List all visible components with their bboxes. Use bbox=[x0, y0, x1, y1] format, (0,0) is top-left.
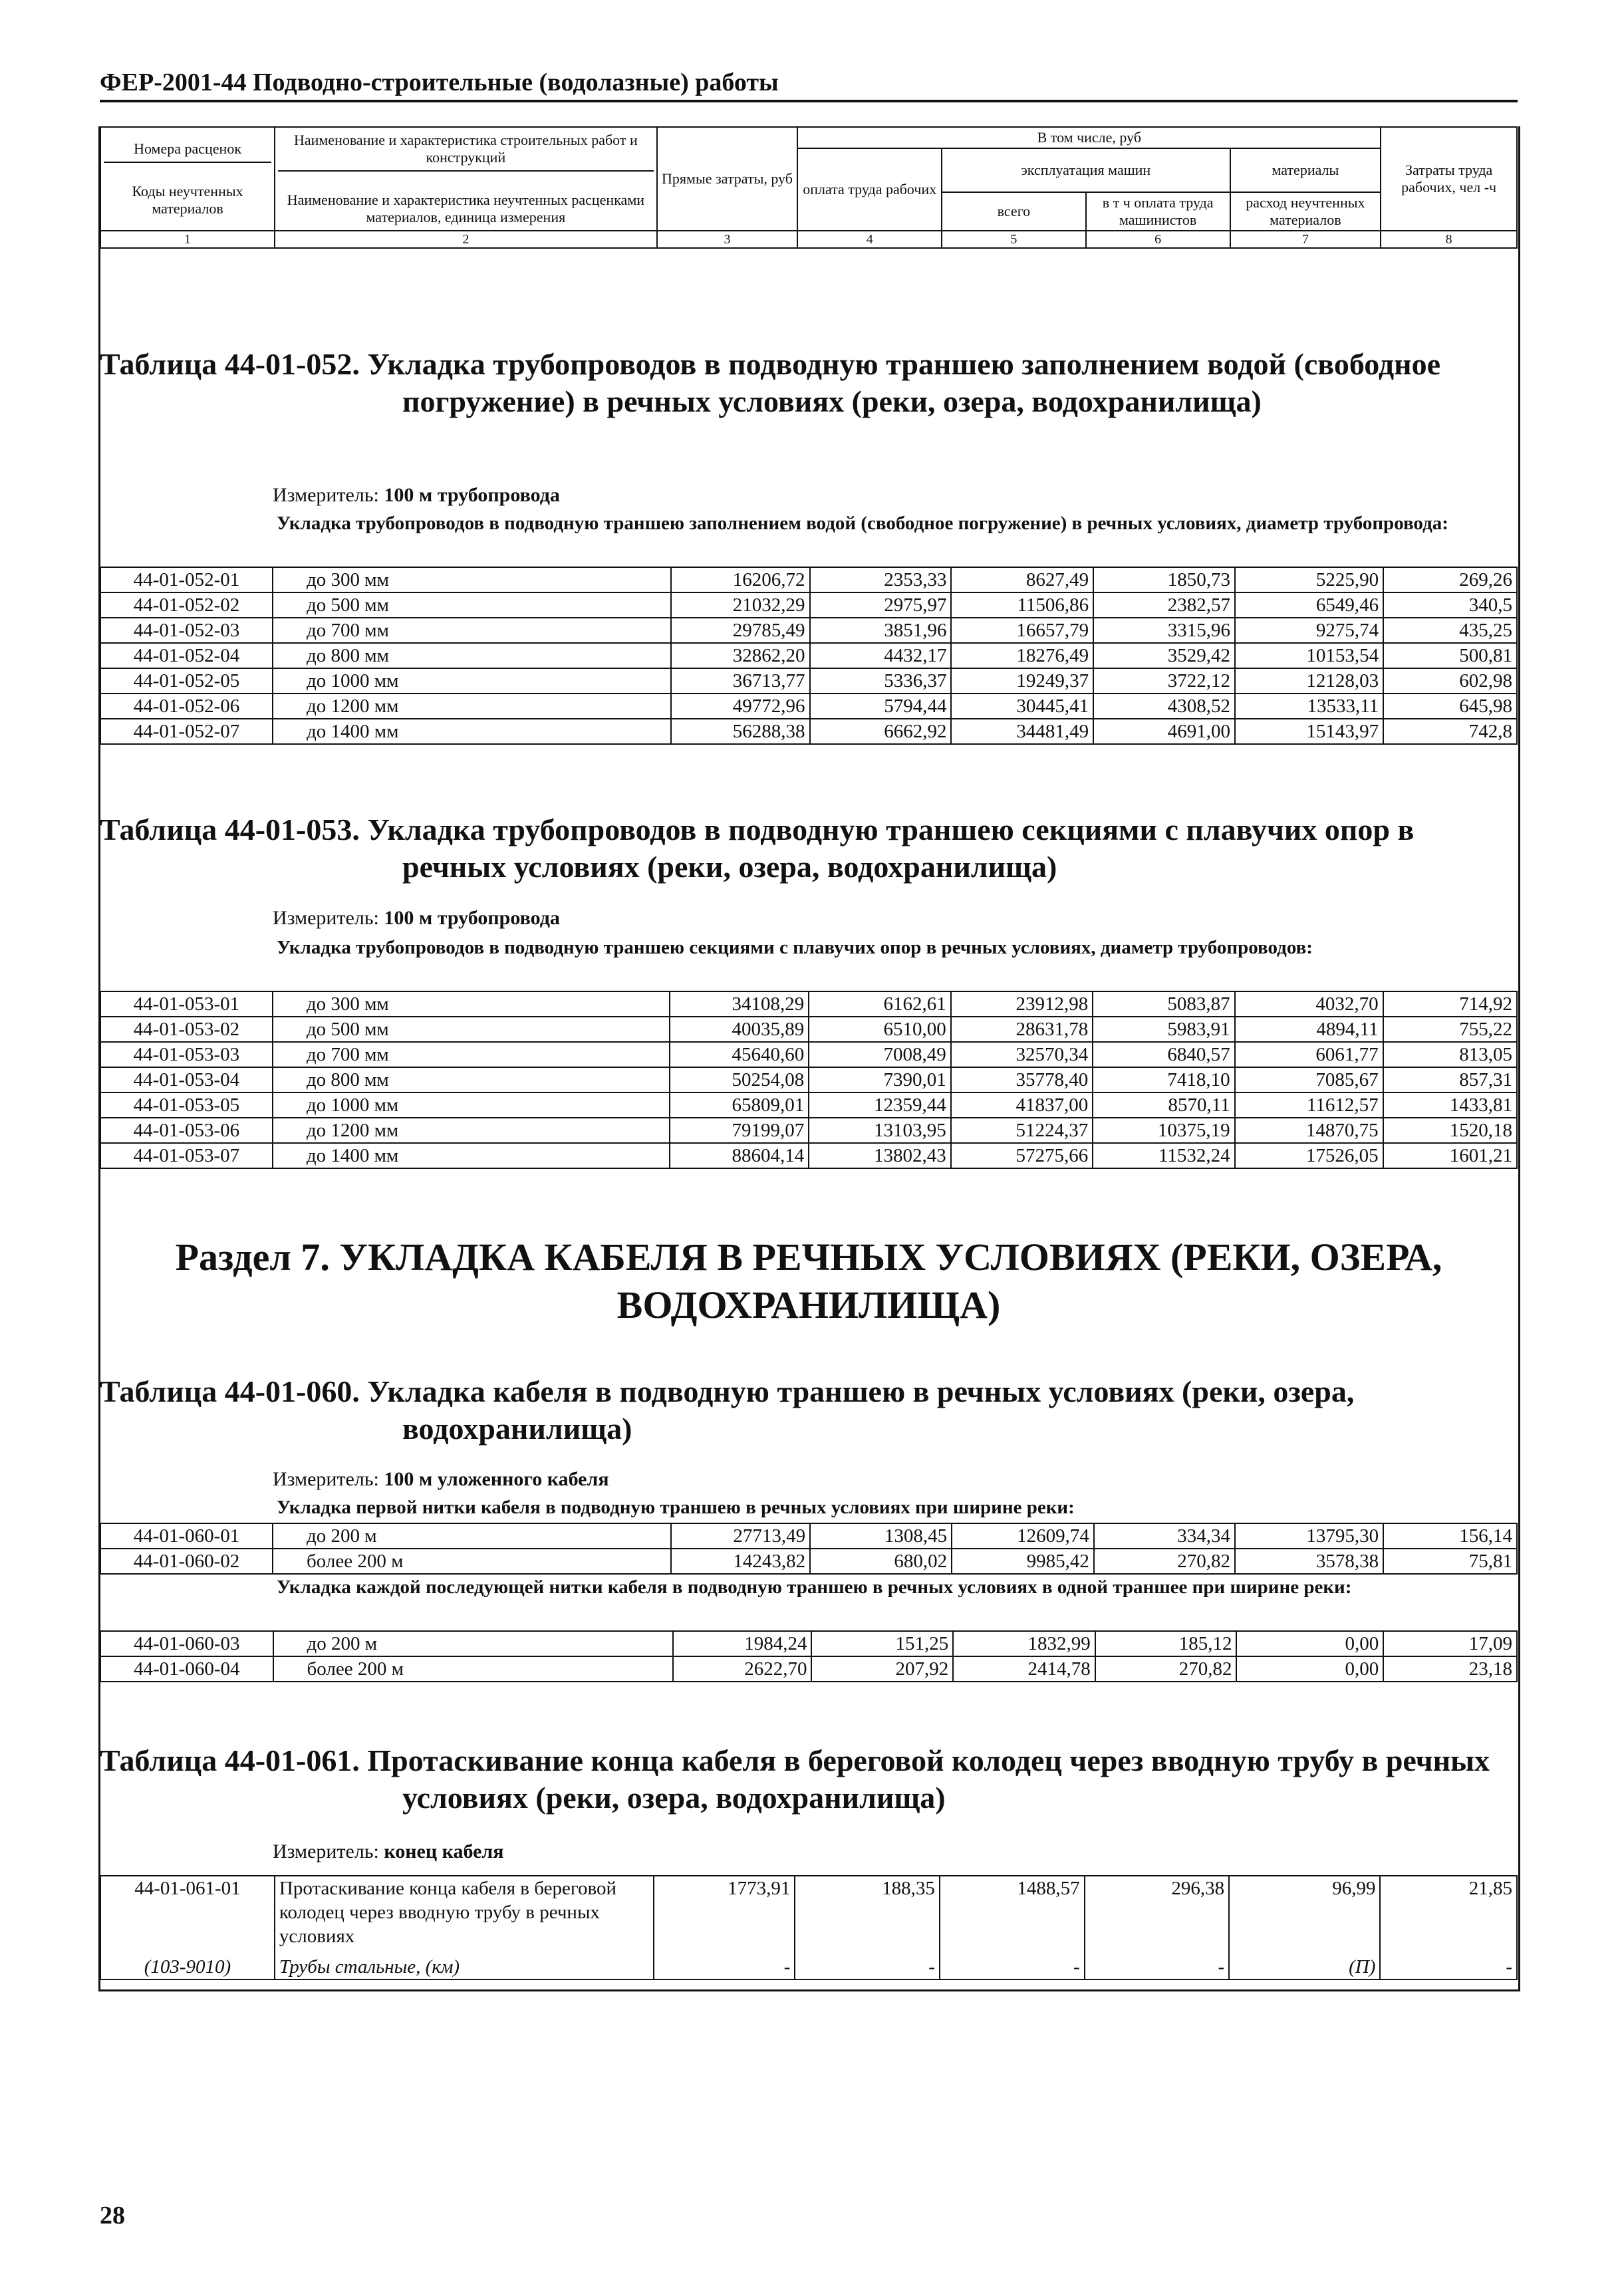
cell-machines-total: 16657,79 bbox=[951, 618, 1093, 643]
table-060-part-2 bbox=[100, 1630, 1518, 1682]
cell-machines-total: 23912,98 bbox=[951, 991, 1093, 1017]
table-053-subhead: Укладка трубопроводов в подводную траншею секциями с плавучих опор в речных условиях, диаметр трубопроводов: bbox=[277, 937, 1313, 958]
cell-row-name: до 200 м bbox=[273, 1631, 673, 1656]
material-value: - bbox=[795, 1955, 940, 1979]
cell-direct-costs: 21032,29 bbox=[671, 592, 810, 618]
cell-direct-costs: 34108,29 bbox=[670, 991, 809, 1017]
cell-row-name: до 1000 мм bbox=[273, 668, 671, 694]
cell-labor-hours: 645,98 bbox=[1383, 694, 1517, 719]
table-row bbox=[100, 1631, 1517, 1656]
col-machinists-wages: в т ч оплата труда машинистов bbox=[1086, 192, 1230, 231]
cell-wages: 4432,17 bbox=[810, 643, 952, 668]
cell-row-code: 44-01-053-04 bbox=[100, 1067, 273, 1092]
col-group-header: В том числе, руб bbox=[797, 127, 1381, 148]
row-value: 21,85 bbox=[1380, 1876, 1517, 1955]
cell-row-code: 44-01-052-01 bbox=[100, 567, 273, 592]
cell-labor-hours: 435,25 bbox=[1383, 618, 1517, 643]
row-value: 296,38 bbox=[1085, 1876, 1230, 1955]
cell-row-name: более 200 м bbox=[273, 1549, 671, 1574]
cell-row-code: 44-01-053-05 bbox=[100, 1092, 273, 1118]
cell-materials: 13795,30 bbox=[1235, 1523, 1383, 1549]
cell-row-code: 44-01-053-07 bbox=[100, 1143, 273, 1168]
cell-labor-hours: 156,14 bbox=[1383, 1523, 1517, 1549]
row-value: 188,35 bbox=[795, 1876, 940, 1955]
col-labor-hours: Затраты труда рабочих, чел -ч bbox=[1381, 127, 1517, 231]
cell-row-code: 44-01-053-02 bbox=[100, 1017, 273, 1042]
table-052-measure: Измеритель: 100 м трубопровода bbox=[273, 484, 560, 506]
cell-direct-costs: 36713,77 bbox=[671, 668, 810, 694]
cell-labor-hours: 75,81 bbox=[1383, 1549, 1517, 1574]
cell-machinists-wages: 3722,12 bbox=[1093, 668, 1235, 694]
cell-machines-total: 32570,34 bbox=[951, 1042, 1093, 1067]
cell-machines-total: 57275,66 bbox=[951, 1143, 1093, 1168]
cell-machinists-wages: 334,34 bbox=[1094, 1523, 1235, 1549]
cell-machines-total: 30445,41 bbox=[951, 694, 1093, 719]
table-060-part-1 bbox=[100, 1523, 1518, 1575]
material-value: - bbox=[1380, 1955, 1517, 1979]
cell-wages: 207,92 bbox=[811, 1656, 953, 1682]
cell-labor-hours: 714,92 bbox=[1383, 991, 1517, 1017]
cell-materials: 7085,67 bbox=[1235, 1067, 1383, 1092]
cell-machinists-wages: 5083,87 bbox=[1093, 991, 1234, 1017]
cell-labor-hours: 813,05 bbox=[1383, 1042, 1517, 1067]
row-name: Протаскивание конца кабеля в береговой колодец через вводную трубу в речных условиях bbox=[275, 1876, 654, 1955]
table-052-subhead: Укладка трубопроводов в подводную траншею заполнением водой (свободное погружение) в речных условиях, диаметр трубопровода: bbox=[277, 513, 1448, 534]
cell-direct-costs: 49772,96 bbox=[671, 694, 810, 719]
cell-machines-total: 34481,49 bbox=[951, 719, 1093, 744]
material-value: - bbox=[654, 1955, 795, 1979]
table-row bbox=[100, 991, 1517, 1017]
table-061 bbox=[100, 1875, 1518, 1980]
table-row bbox=[100, 719, 1517, 744]
table-row bbox=[100, 1118, 1517, 1143]
cell-materials: 17526,05 bbox=[1235, 1143, 1383, 1168]
cell-row-code: 44-01-052-02 bbox=[100, 592, 273, 618]
cell-machinists-wages: 1850,73 bbox=[1093, 567, 1235, 592]
cell-direct-costs: 88604,14 bbox=[670, 1143, 809, 1168]
row-value: 1488,57 bbox=[940, 1876, 1085, 1955]
col-materials-consumption: расход неучтенных материалов bbox=[1230, 192, 1381, 231]
cell-materials: 3578,38 bbox=[1235, 1549, 1383, 1574]
cell-row-code: 44-01-053-01 bbox=[100, 991, 273, 1017]
table-row bbox=[100, 643, 1517, 668]
cell-row-name: до 200 м bbox=[273, 1523, 671, 1549]
cell-materials: 14870,75 bbox=[1235, 1118, 1383, 1143]
col-machines-total: всего bbox=[942, 192, 1086, 231]
row-value: 96,99 bbox=[1229, 1876, 1380, 1955]
cell-wages: 3851,96 bbox=[810, 618, 952, 643]
cell-machinists-wages: 3315,96 bbox=[1093, 618, 1235, 643]
cell-wages: 1308,45 bbox=[810, 1523, 952, 1549]
cell-direct-costs: 32862,20 bbox=[671, 643, 810, 668]
cell-row-code: 44-01-060-03 bbox=[100, 1631, 273, 1656]
cell-machinists-wages: 4691,00 bbox=[1093, 719, 1235, 744]
cell-wages: 6510,00 bbox=[809, 1017, 950, 1042]
cell-row-name: до 800 мм bbox=[273, 643, 671, 668]
cell-row-code: 44-01-052-04 bbox=[100, 643, 273, 668]
cell-machinists-wages: 11532,24 bbox=[1093, 1143, 1234, 1168]
table-row bbox=[100, 1523, 1517, 1549]
cell-row-name: до 1400 мм bbox=[273, 719, 671, 744]
cell-row-name: до 1000 мм bbox=[273, 1092, 670, 1118]
material-value: - bbox=[1085, 1955, 1230, 1979]
cell-wages: 13103,95 bbox=[809, 1118, 950, 1143]
cell-machines-total: 9985,42 bbox=[952, 1549, 1094, 1574]
cell-direct-costs: 45640,60 bbox=[670, 1042, 809, 1067]
cell-machinists-wages: 270,82 bbox=[1095, 1656, 1237, 1682]
table-row bbox=[100, 1042, 1517, 1067]
cell-machines-total: 51224,37 bbox=[951, 1118, 1093, 1143]
row-code: 44-01-061-01 bbox=[100, 1876, 275, 1955]
cell-wages: 7390,01 bbox=[809, 1067, 950, 1092]
cell-materials: 0,00 bbox=[1236, 1631, 1383, 1656]
cell-wages: 2353,33 bbox=[810, 567, 952, 592]
cell-machinists-wages: 8570,11 bbox=[1093, 1092, 1234, 1118]
cell-materials: 5225,90 bbox=[1235, 567, 1383, 592]
cell-direct-costs: 14243,82 bbox=[671, 1549, 810, 1574]
cell-machines-total: 2414,78 bbox=[953, 1656, 1095, 1682]
cell-labor-hours: 500,81 bbox=[1383, 643, 1517, 668]
cell-row-code: 44-01-052-07 bbox=[100, 719, 273, 744]
col-machines-header: эксплуатация машин bbox=[942, 148, 1230, 192]
cell-materials: 13533,11 bbox=[1235, 694, 1383, 719]
cell-materials: 4032,70 bbox=[1235, 991, 1383, 1017]
cell-wages: 7008,49 bbox=[809, 1042, 950, 1067]
cell-direct-costs: 29785,49 bbox=[671, 618, 810, 643]
cell-labor-hours: 857,31 bbox=[1383, 1067, 1517, 1092]
cell-row-code: 44-01-052-03 bbox=[100, 618, 273, 643]
table-052 bbox=[100, 567, 1518, 745]
cell-wages: 151,25 bbox=[811, 1631, 953, 1656]
cell-labor-hours: 1433,81 bbox=[1383, 1092, 1517, 1118]
cell-row-name: до 300 мм bbox=[273, 567, 671, 592]
col-direct-costs: Прямые затраты, руб bbox=[657, 127, 798, 231]
cell-direct-costs: 56288,38 bbox=[671, 719, 810, 744]
page-number: 28 bbox=[100, 2202, 125, 2230]
cell-row-code: 44-01-060-04 bbox=[100, 1656, 273, 1682]
cell-machinists-wages: 5983,91 bbox=[1093, 1017, 1234, 1042]
table-row bbox=[100, 1143, 1517, 1168]
cell-machinists-wages: 3529,42 bbox=[1093, 643, 1235, 668]
cell-labor-hours: 1601,21 bbox=[1383, 1143, 1517, 1168]
cell-labor-hours: 755,22 bbox=[1383, 1017, 1517, 1042]
cell-direct-costs: 40035,89 bbox=[670, 1017, 809, 1042]
cell-machinists-wages: 4308,52 bbox=[1093, 694, 1235, 719]
cell-direct-costs: 1984,24 bbox=[673, 1631, 812, 1656]
cell-row-code: 44-01-053-03 bbox=[100, 1042, 273, 1067]
cell-direct-costs: 65809,01 bbox=[670, 1092, 809, 1118]
cell-machinists-wages: 185,12 bbox=[1095, 1631, 1237, 1656]
cell-materials: 9275,74 bbox=[1235, 618, 1383, 643]
cell-wages: 680,02 bbox=[810, 1549, 952, 1574]
cell-wages: 5336,37 bbox=[810, 668, 952, 694]
cell-row-name: до 700 мм bbox=[273, 618, 671, 643]
cell-materials: 0,00 bbox=[1236, 1656, 1383, 1682]
section-7-heading: Раздел 7. УКЛАДКА КАБЕЛЯ В РЕЧНЫХ УСЛОВИЯХ (РЕКИ, ОЗЕРА, ВОДОХРАНИЛИЩА) bbox=[175, 1235, 1442, 1327]
cell-machines-total: 11506,86 bbox=[951, 592, 1093, 618]
page-header: ФЕР-2001-44 Подводно-строительные (водолазные) работы bbox=[100, 68, 1518, 102]
table-row bbox=[100, 1549, 1517, 1574]
col-codes-header: Номера расценок Коды неучтенных материалов bbox=[100, 127, 275, 231]
table-060-subhead-2: Укладка каждой последующей нитки кабеля в подводную траншею в речных условиях в одной траншее при ширине реки: bbox=[277, 1577, 1352, 1598]
table-060-measure: Измеритель: 100 м уложенного кабеля bbox=[273, 1468, 609, 1490]
cell-labor-hours: 340,5 bbox=[1383, 592, 1517, 618]
cell-machines-total: 1832,99 bbox=[953, 1631, 1095, 1656]
cell-row-name: до 500 мм bbox=[273, 1017, 670, 1042]
table-052-title: Таблица 44-01-052. Укладка трубопроводов в подводную траншею заполнением водой (свободное погружение) в речных условиях (реки, озера, водохранилища) bbox=[100, 347, 1441, 418]
cell-machines-total: 35778,40 bbox=[951, 1067, 1093, 1092]
cell-labor-hours: 1520,18 bbox=[1383, 1118, 1517, 1143]
col-wages: оплата труда рабочих bbox=[797, 148, 942, 231]
table-061-measure: Измеритель: конец кабеля bbox=[273, 1841, 504, 1862]
material-code: (103-9010) bbox=[100, 1955, 275, 1979]
table-row bbox=[100, 1656, 1517, 1682]
cell-machinists-wages: 7418,10 bbox=[1093, 1067, 1234, 1092]
table-060-subhead-1: Укладка первой нитки кабеля в подводную траншею в речных условиях при ширине реки: bbox=[277, 1497, 1075, 1518]
table-row bbox=[100, 1876, 1517, 1955]
cell-row-code: 44-01-060-01 bbox=[100, 1523, 273, 1549]
table-row bbox=[100, 618, 1517, 643]
cell-machines-total: 8627,49 bbox=[951, 567, 1093, 592]
cell-wages: 2975,97 bbox=[810, 592, 952, 618]
cell-machinists-wages: 270,82 bbox=[1094, 1549, 1235, 1574]
cell-direct-costs: 27713,49 bbox=[671, 1523, 810, 1549]
material-value: (П) bbox=[1229, 1955, 1380, 1979]
cell-machines-total: 41837,00 bbox=[951, 1092, 1093, 1118]
cell-materials: 6549,46 bbox=[1235, 592, 1383, 618]
cell-materials: 11612,57 bbox=[1235, 1092, 1383, 1118]
cell-direct-costs: 2622,70 bbox=[673, 1656, 812, 1682]
cell-wages: 6162,61 bbox=[809, 991, 950, 1017]
cell-row-name: до 700 мм bbox=[273, 1042, 670, 1067]
cell-machines-total: 28631,78 bbox=[951, 1017, 1093, 1042]
column-numbers-row: 1 2 3 4 5 6 7 8 bbox=[100, 231, 1517, 248]
cell-labor-hours: 17,09 bbox=[1383, 1631, 1517, 1656]
cell-labor-hours: 742,8 bbox=[1383, 719, 1517, 744]
cell-row-name: до 300 мм bbox=[273, 991, 670, 1017]
table-row bbox=[100, 694, 1517, 719]
cell-machinists-wages: 6840,57 bbox=[1093, 1042, 1234, 1067]
cell-labor-hours: 269,26 bbox=[1383, 567, 1517, 592]
cell-row-code: 44-01-052-06 bbox=[100, 694, 273, 719]
cell-row-code: 44-01-060-02 bbox=[100, 1549, 273, 1574]
cell-wages: 13802,43 bbox=[809, 1143, 950, 1168]
cell-row-name: более 200 м bbox=[273, 1656, 673, 1682]
table-row bbox=[100, 1017, 1517, 1042]
table-053 bbox=[100, 991, 1518, 1169]
cell-labor-hours: 602,98 bbox=[1383, 668, 1517, 694]
col-materials-header: материалы bbox=[1230, 148, 1381, 192]
cell-materials: 12128,03 bbox=[1235, 668, 1383, 694]
cell-row-name: до 800 мм bbox=[273, 1067, 670, 1092]
cell-direct-costs: 79199,07 bbox=[670, 1118, 809, 1143]
cell-direct-costs: 50254,08 bbox=[670, 1067, 809, 1092]
cell-direct-costs: 16206,72 bbox=[671, 567, 810, 592]
cell-materials: 4894,11 bbox=[1235, 1017, 1383, 1042]
cell-row-code: 44-01-052-05 bbox=[100, 668, 273, 694]
table-061-title: Таблица 44-01-061. Протаскивание конца кабеля в береговой колодец через вводную трубу в речных условиях (реки, озера, водохранилища) bbox=[100, 1743, 1490, 1815]
cell-materials: 10153,54 bbox=[1235, 643, 1383, 668]
table-060-title: Таблица 44-01-060. Укладка кабеля в подводную траншею в речных условиях (реки, озера, водохранилища) bbox=[100, 1374, 1355, 1446]
cell-wages: 12359,44 bbox=[809, 1092, 950, 1118]
table-row bbox=[100, 1092, 1517, 1118]
material-row bbox=[100, 1955, 1517, 1979]
cell-row-code: 44-01-053-06 bbox=[100, 1118, 273, 1143]
column-header-table bbox=[100, 126, 1518, 249]
material-name: Трубы стальные, (км) bbox=[275, 1955, 654, 1979]
table-row bbox=[100, 592, 1517, 618]
cell-row-name: до 1200 мм bbox=[273, 1118, 670, 1143]
cell-labor-hours: 23,18 bbox=[1383, 1656, 1517, 1682]
cell-row-name: до 1200 мм bbox=[273, 694, 671, 719]
cell-materials: 15143,97 bbox=[1235, 719, 1383, 744]
cell-materials: 6061,77 bbox=[1235, 1042, 1383, 1067]
cell-wages: 6662,92 bbox=[810, 719, 952, 744]
cell-machines-total: 18276,49 bbox=[951, 643, 1093, 668]
row-value: 1773,91 bbox=[654, 1876, 795, 1955]
cell-machines-total: 12609,74 bbox=[952, 1523, 1094, 1549]
cell-row-name: до 1400 мм bbox=[273, 1143, 670, 1168]
cell-machinists-wages: 2382,57 bbox=[1093, 592, 1235, 618]
material-value: - bbox=[940, 1955, 1085, 1979]
table-row bbox=[100, 668, 1517, 694]
table-row bbox=[100, 567, 1517, 592]
cell-row-name: до 500 мм bbox=[273, 592, 671, 618]
table-053-measure: Измеритель: 100 м трубопровода bbox=[273, 907, 560, 929]
col-name-header: Наименование и характеристика строительных работ и конструкций Наименование и характеристика неучтенных расценками материалов, единица измерения bbox=[275, 127, 657, 231]
table-row bbox=[100, 1067, 1517, 1092]
table-053-title: Таблица 44-01-053. Укладка трубопроводов в подводную траншею секциями с плавучих опор в речных условиях (реки, озера, водохранилища) bbox=[100, 813, 1415, 884]
cell-machinists-wages: 10375,19 bbox=[1093, 1118, 1234, 1143]
cell-wages: 5794,44 bbox=[810, 694, 952, 719]
cell-machines-total: 19249,37 bbox=[951, 668, 1093, 694]
